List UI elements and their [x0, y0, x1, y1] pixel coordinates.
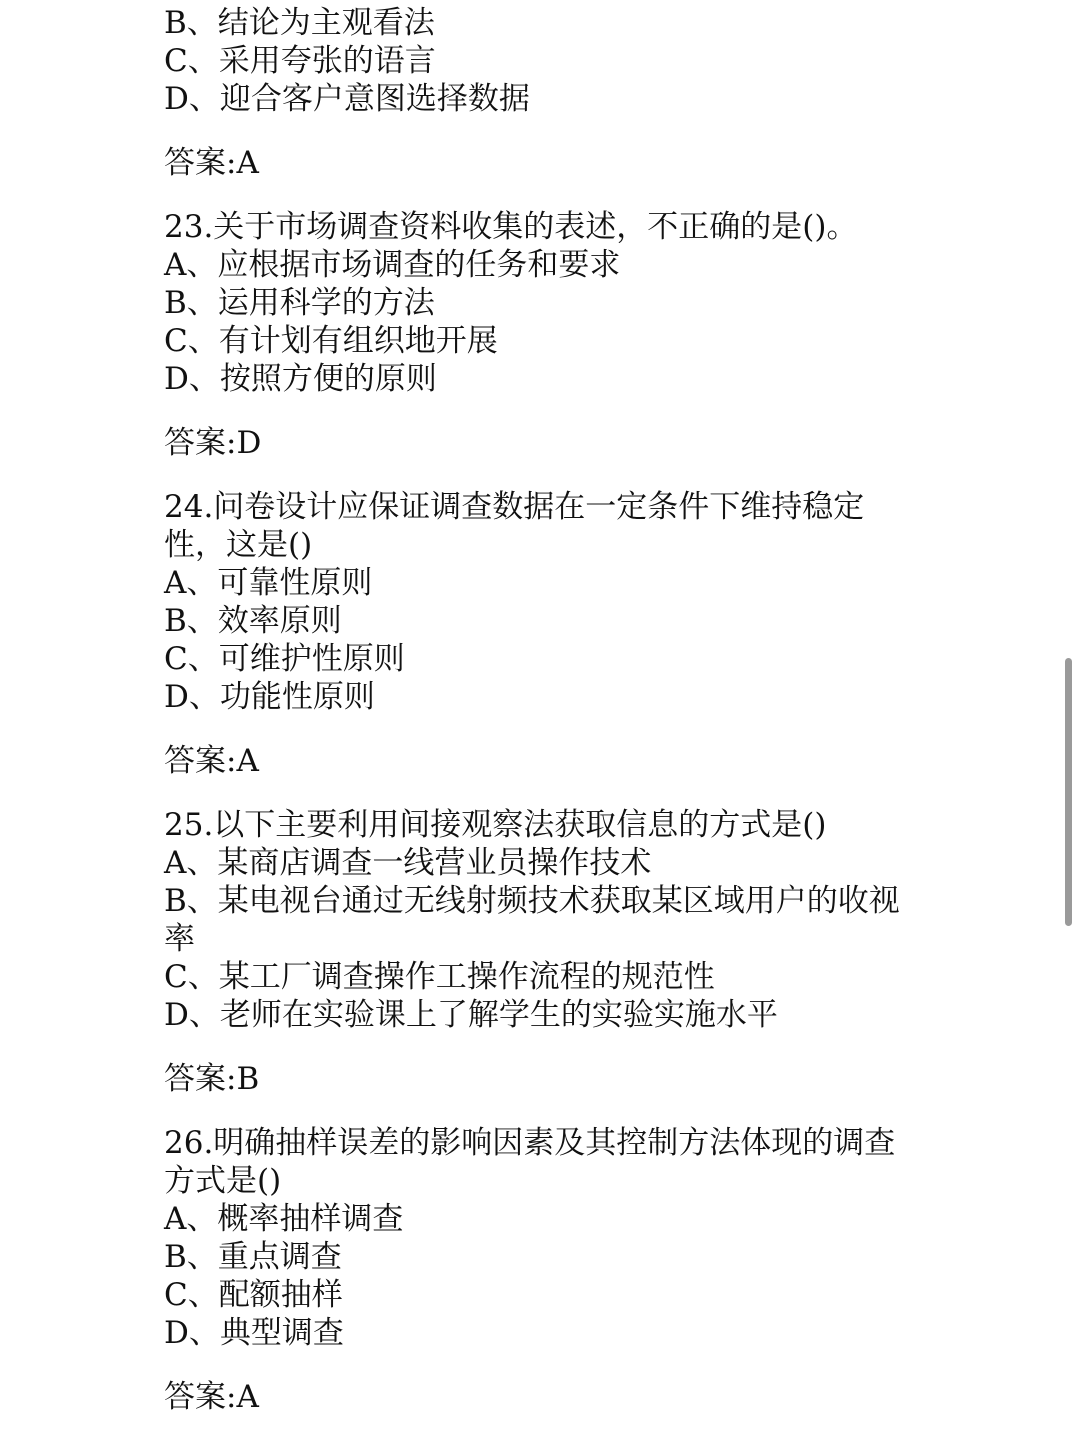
option-c: C、配额抽样	[164, 1277, 343, 1313]
answer: 答案:A	[164, 145, 259, 181]
option-b: B、某电视台通过无线射频技术获取某区域用户的收视率	[164, 883, 900, 957]
previous-question-tail	[164, 4, 924, 182]
option-b: B、结论为主观看法	[164, 5, 435, 41]
question-text: 26.明确抽样误差的影响因素及其控制方法体现的调查方式是()	[164, 1125, 896, 1199]
question-text: 24.问卷设计应保证调查数据在一定条件下维持稳定性，这是()	[164, 489, 865, 563]
option-d: D、老师在实验课上了解学生的实验实施水平	[164, 997, 778, 1033]
option-a: A、某商店调查一线营业员操作技术	[164, 845, 652, 881]
answer: 答案:B	[164, 1061, 260, 1097]
option-d: D、典型调查	[164, 1315, 344, 1351]
question-26	[164, 1124, 924, 1416]
option-b: B、运用科学的方法	[164, 285, 435, 321]
option-a: A、应根据市场调查的任务和要求	[164, 247, 621, 283]
answer: 答案:A	[164, 1379, 259, 1415]
option-a: A、概率抽样调查	[164, 1201, 404, 1237]
question-23	[164, 208, 924, 462]
vertical-scrollbar[interactable]	[1065, 658, 1072, 926]
option-b: B、重点调查	[164, 1239, 342, 1275]
option-c: C、可维护性原则	[164, 641, 405, 677]
option-c: C、采用夸张的语言	[164, 43, 436, 79]
answer: 答案:A	[164, 743, 259, 779]
question-24	[164, 488, 924, 780]
document-body	[164, 0, 924, 1416]
option-d: D、功能性原则	[164, 679, 375, 715]
question-text: 25.以下主要利用间接观察法获取信息的方式是()	[164, 807, 827, 843]
option-c: C、某工厂调查操作工操作流程的规范性	[164, 959, 715, 995]
option-d: D、迎合客户意图选择数据	[164, 81, 530, 117]
option-b: B、效率原则	[164, 603, 342, 639]
question-25	[164, 806, 924, 1098]
option-a: A、可靠性原则	[164, 565, 373, 601]
question-text: 23.关于市场调查资料收集的表述，不正确的是()。	[164, 209, 858, 245]
option-d: D、按照方便的原则	[164, 361, 437, 397]
option-c: C、有计划有组织地开展	[164, 323, 498, 359]
answer: 答案:D	[164, 425, 262, 461]
